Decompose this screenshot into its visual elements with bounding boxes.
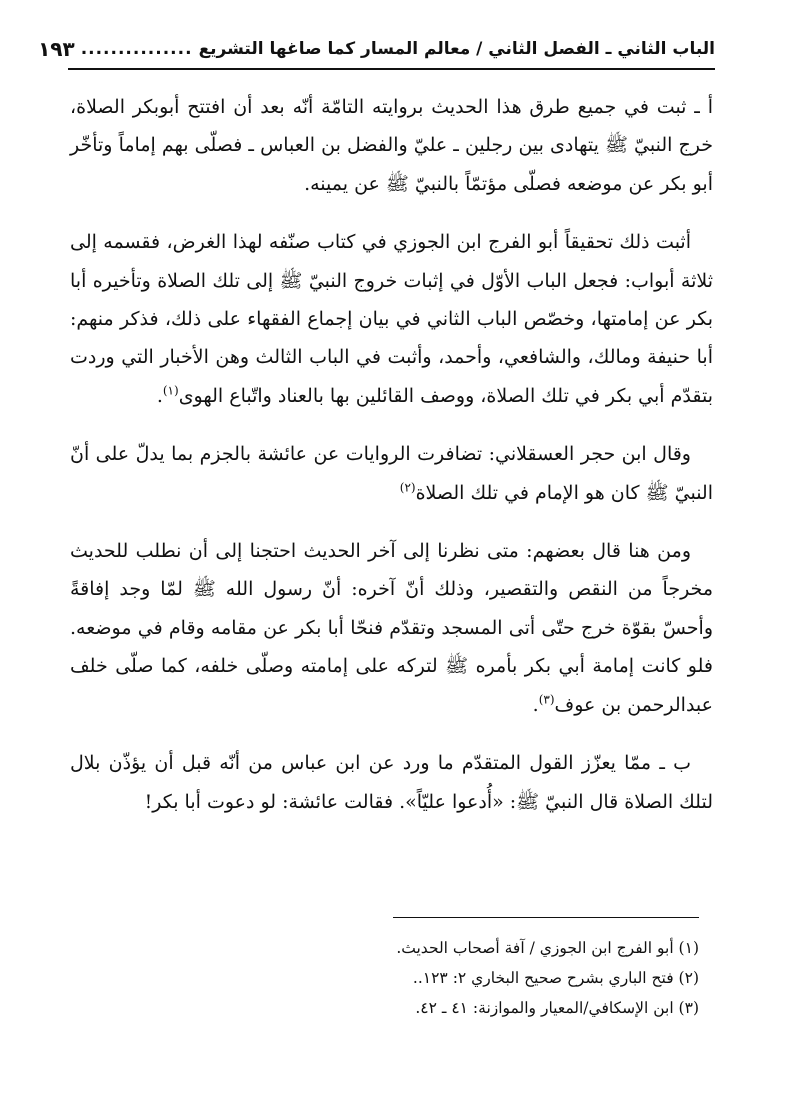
paragraph-2-end: . [156,384,163,407]
footnotes [70,933,699,1023]
paragraph-4 [70,532,713,724]
header-divider [68,68,715,70]
paragraph-4-end: . [532,693,539,716]
footnote-marker-3[interactable]: (٣) [538,692,555,707]
header-title: الباب الثاني ـ الفصل الثاني / معالم المسار كما صاغها التشريع [198,39,715,59]
paragraph-5-text: ب ـ ممّا يعزّز القول المتقدّم ما ورد عن ابن عباس من أنّه قبل أن يؤذّن بلال لتلك الصلاة قال النبيّ ﷺ: «أُدعوا عليّاً». فقالت عائشة: لو دعوت أبا بكر! [70,752,713,813]
footnote-1: (١) أبو الفرج ابن الجوزي / آفة أصحاب الحديث. [396,939,699,957]
footnote-divider [393,917,699,918]
footnote-3: (٣) ابن الإسكافي/المعيار والموازنة: ٤١ ـ ٤٢. [415,999,699,1017]
footnote-2: (٢) فتح الباري بشرح صحيح البخاري ٢: ١٢٣.. [412,969,699,987]
paragraph-3-text: وقال ابن حجر العسقلاني: تضافرت الروايات عن عائشة بالجزم بما يدلّ على أنّ النبيّ ﷺ كان هو الإمام في تلك الصلاة [70,443,713,504]
paragraph-4-text: ومن هنا قال بعضهم: متى نظرنا إلى آخر الحديث احتجنا إلى أن نطلب للحديث مخرجاً من النقص والتقصير، وذلك أنّ آخره: أنّ رسول الله ﷺ لمّا وجد إفاقةً وأحسّ بقوّة خرج حتّى أتى المسجد وتقدّم فنحّا أبا بكر عن مقامه وقام في موضعه. فلو كانت إمامة أبي بكر بأمره ﷺ لتركه على إمامته وصلّى خلفه، كما صلّى خلف عبدالرحمن بن عوف [70,540,713,716]
header-leader-dots: ............... [80,39,193,59]
page-number: ١٩٣ [38,37,75,61]
paragraph-2-text: أثبت ذلك تحقيقاً أبو الفرج ابن الجوزي في كتاب صنّفه لهذا الغرض، فقسمه إلى ثلاثة أبواب: فجعل الباب الأوّل في إثبات خروج النبيّ ﷺ إلى تلك الصلاة وتأخيره أبا بكر عن إمامتها، وخصّص الباب الثاني في بيان إجماع الفقهاء على ذلك، فذكر منهم: أبا حنيفة ومالك، والشافعي، وأحمد، وأثبت في الباب الثالث وهن الأخبار التي وردت بتقدّم أبي بكر في تلك الصلاة، ووصف القائلين بها بالعناد واتّباع الهوى [70,231,713,407]
paragraph-2 [70,223,713,415]
footnote-marker-1[interactable]: (١) [162,383,179,398]
paragraph-1-text: أ ـ ثبت في جميع طرق هذا الحديث بروايته التامّة أنّه بعد أن افتتح أبوبكر الصلاة، خرج النبيّ ﷺ يتهادى بين رجلين ـ عليّ والفضل بن العباس ـ فصلّى بهم إماماً وتأخّر أبو بكر عن موضعه فصلّى مؤتمّاً بالنبيّ ﷺ عن يمينه. [70,96,713,195]
paragraph-1 [70,88,713,203]
running-header [38,34,715,64]
main-text [70,88,713,841]
paragraph-5 [70,744,713,821]
paragraph-3 [70,435,713,512]
footnote-marker-2[interactable]: (٢) [399,480,416,495]
